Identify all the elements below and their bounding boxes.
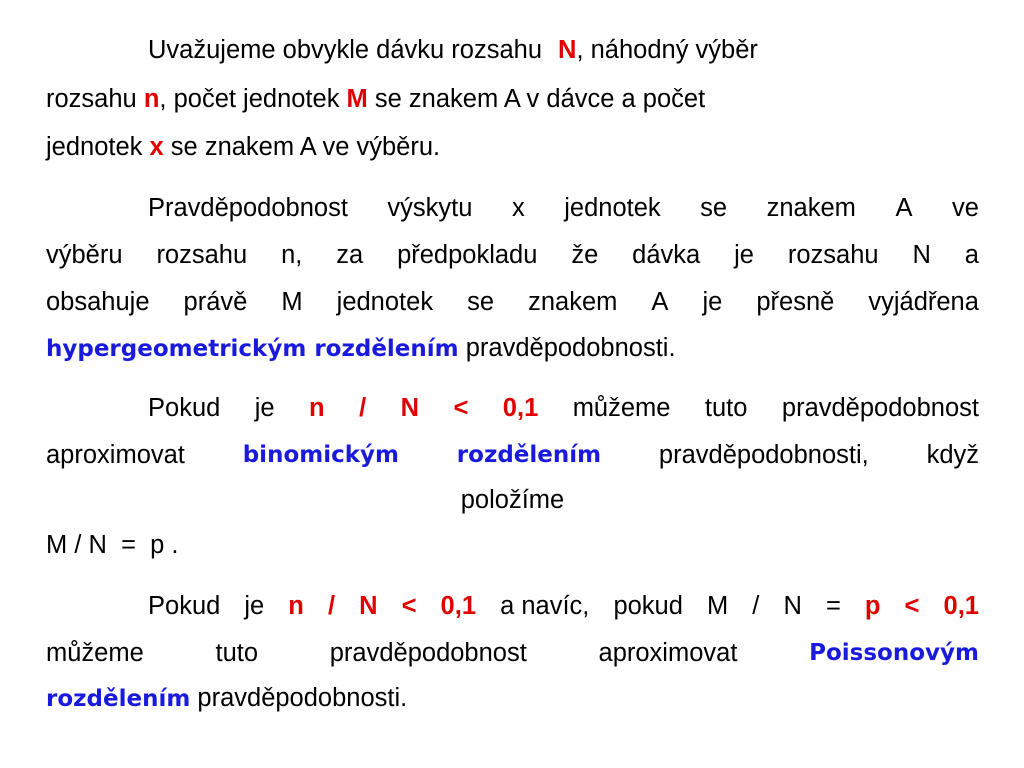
p3-line3 bbox=[46, 478, 979, 522]
word: M bbox=[281, 288, 303, 316]
p2-line2 bbox=[46, 233, 979, 277]
word: pokud bbox=[613, 592, 683, 620]
term-poisson: Poissonovým bbox=[809, 640, 979, 666]
var-M: M bbox=[346, 85, 368, 113]
word: ve bbox=[951, 194, 979, 222]
word: x bbox=[511, 194, 525, 222]
text: , náhodný výběr bbox=[576, 36, 758, 64]
word: N bbox=[783, 592, 802, 620]
p3-line2 bbox=[46, 433, 979, 477]
text: pravděpodobnosti. bbox=[197, 684, 408, 712]
var-N: N bbox=[359, 592, 378, 620]
word: přesně bbox=[756, 288, 835, 316]
p4-line2 bbox=[46, 631, 979, 675]
word: N bbox=[912, 241, 931, 269]
word: dávka bbox=[632, 241, 701, 269]
word: je bbox=[734, 241, 754, 269]
word: můžeme bbox=[46, 639, 144, 667]
term-distribution: rozdělením bbox=[456, 442, 602, 468]
word: rozsahu bbox=[156, 241, 248, 269]
p4-line3 bbox=[46, 676, 979, 720]
word: M bbox=[706, 592, 729, 620]
word: pravděpodobnosti, bbox=[658, 441, 869, 469]
var-n: n bbox=[143, 85, 160, 113]
word: aproximovat bbox=[598, 639, 738, 667]
var-p: p bbox=[864, 592, 881, 620]
text: jednotek bbox=[46, 133, 143, 161]
word: výběru bbox=[46, 241, 123, 269]
var-n: n bbox=[309, 394, 325, 422]
term-hypergeometric: hypergeometrickým rozdělením bbox=[46, 336, 459, 362]
value: 0,1 bbox=[943, 592, 979, 620]
text: rozsahu bbox=[46, 85, 137, 113]
text: pravděpodobnosti. bbox=[465, 334, 676, 362]
var-n: n bbox=[288, 592, 304, 620]
value: 0,1 bbox=[440, 592, 476, 620]
var-N: N bbox=[400, 394, 420, 422]
text: se znakem A ve výběru. bbox=[170, 133, 441, 161]
word: je bbox=[702, 288, 723, 316]
word: vyjádřena bbox=[868, 288, 979, 316]
var-N: N bbox=[558, 36, 577, 64]
p2-line3 bbox=[46, 280, 979, 324]
value: 0,1 bbox=[502, 394, 539, 422]
word: se bbox=[700, 194, 728, 222]
text: Uvažujeme obvykle dávku rozsahu bbox=[148, 36, 543, 64]
word: se bbox=[467, 288, 495, 316]
word: tuto bbox=[704, 394, 748, 422]
word: že bbox=[571, 241, 599, 269]
p2-line1 bbox=[148, 186, 979, 230]
word: když bbox=[926, 441, 979, 469]
word: pravděpodobnost bbox=[329, 639, 527, 667]
symbol: < bbox=[453, 394, 469, 422]
word: Pokud bbox=[148, 394, 221, 422]
word: Pravděpodobnost bbox=[148, 194, 348, 222]
word: je bbox=[254, 394, 275, 422]
word: pravděpodobnost bbox=[781, 394, 979, 422]
word: výskytu bbox=[387, 194, 473, 222]
word: znakem bbox=[766, 194, 856, 222]
p4-line1 bbox=[148, 584, 979, 628]
symbol: < bbox=[401, 592, 417, 620]
word: a bbox=[964, 241, 979, 269]
word: právě bbox=[183, 288, 248, 316]
word: n, bbox=[281, 241, 303, 269]
word: je bbox=[244, 592, 265, 620]
symbol: < bbox=[904, 592, 920, 620]
term-binomic: binomickým bbox=[242, 442, 399, 468]
formula: M / N = p . bbox=[46, 531, 179, 559]
word: jednotek bbox=[336, 288, 434, 316]
word: / bbox=[752, 592, 760, 620]
word: jednotek bbox=[564, 194, 661, 222]
word: rozsahu bbox=[787, 241, 879, 269]
p1-line3 bbox=[46, 125, 979, 169]
word: znakem bbox=[528, 288, 618, 316]
symbol: / bbox=[327, 592, 336, 620]
p3-line1 bbox=[148, 386, 979, 430]
word: předpokladu bbox=[397, 241, 538, 269]
word: tuto bbox=[215, 639, 259, 667]
text: se znakem A v dávce a počet bbox=[374, 85, 706, 113]
text: , počet jednotek bbox=[159, 85, 340, 113]
p1-line2 bbox=[46, 77, 979, 121]
text: položíme bbox=[460, 486, 565, 514]
word: A bbox=[895, 194, 913, 222]
word: Pokud bbox=[148, 592, 221, 620]
p1-line1 bbox=[148, 28, 979, 72]
term-distribution: rozdělením bbox=[46, 686, 191, 712]
word: obsahuje bbox=[46, 288, 150, 316]
symbol: / bbox=[359, 394, 367, 422]
word: aproximovat bbox=[46, 441, 185, 469]
word: = bbox=[825, 592, 841, 620]
p2-line4 bbox=[46, 326, 979, 370]
word: můžeme bbox=[572, 394, 671, 422]
p3-line4 bbox=[46, 523, 979, 567]
word: a navíc, bbox=[500, 592, 590, 620]
word: za bbox=[336, 241, 364, 269]
var-x: x bbox=[149, 133, 164, 161]
word: A bbox=[651, 288, 669, 316]
